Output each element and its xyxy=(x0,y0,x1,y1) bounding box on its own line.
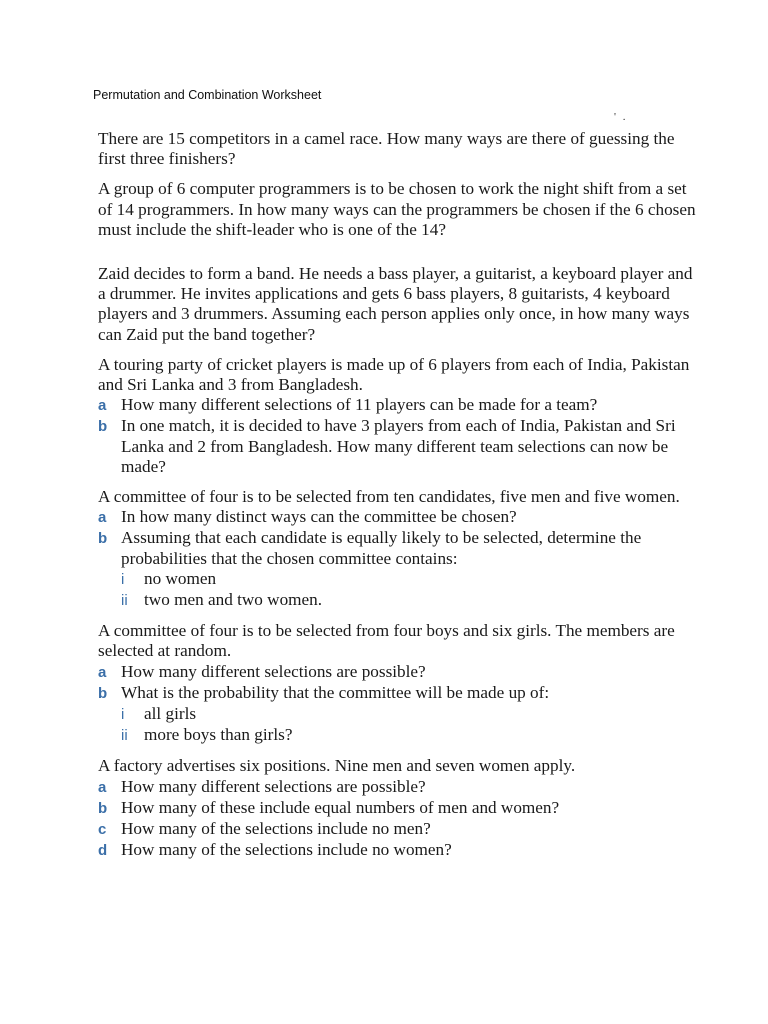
question-text: There are 15 competitors in a camel race. How many ways are there of guessing the first three finishers? xyxy=(98,129,675,169)
part-text: How many different selections are possible? xyxy=(121,776,426,796)
question-1 xyxy=(98,129,698,169)
question-text: A committee of four is to be selected from ten candidates, five men and five women. xyxy=(98,487,680,507)
subpart-i xyxy=(98,704,698,725)
part-a xyxy=(98,507,698,528)
part-label: b xyxy=(98,799,108,817)
subpart-ii xyxy=(98,725,698,746)
part-b xyxy=(98,798,698,819)
question-3 xyxy=(98,264,698,345)
question-6 xyxy=(98,621,698,746)
part-label: b xyxy=(98,530,108,548)
subpart-label: i xyxy=(121,570,125,588)
part-label: a xyxy=(98,397,107,415)
question-7 xyxy=(98,756,698,861)
part-label: a xyxy=(98,778,107,796)
part-text: How many of the selections include no men? xyxy=(121,819,431,839)
part-label: a xyxy=(98,663,107,681)
part-text: Assuming that each candidate is equally likely to be selected, determine the probabilities that the chosen committee contains: xyxy=(121,528,642,568)
stray-mark: ' . xyxy=(614,111,628,123)
question-5 xyxy=(98,487,698,611)
subpart-text: more boys than girls? xyxy=(144,725,293,745)
question-text: A touring party of cricket players is made up of 6 players from each of India, Pakistan and Sri Lanka and 3 from Bangladesh. xyxy=(98,354,690,395)
part-b xyxy=(98,416,698,477)
subpart-text: all girls xyxy=(144,704,197,724)
part-label: a xyxy=(98,509,107,527)
part-text: How many different selections of 11 players can be made for a team? xyxy=(121,395,598,415)
part-text: How many different selections are possible? xyxy=(121,661,426,681)
part-text: What is the probability that the committee will be made up of: xyxy=(121,682,550,702)
subpart-ii xyxy=(98,590,698,611)
part-label: d xyxy=(98,842,108,860)
part-label: b xyxy=(98,684,108,702)
part-c xyxy=(98,819,698,840)
part-text: How many of the selections include no women? xyxy=(121,840,452,860)
question-text: A factory advertises six positions. Nine men and seven women apply. xyxy=(98,756,576,776)
part-d xyxy=(98,840,698,861)
question-text: A group of 6 computer programmers is to be chosen to work the night shift from a set of 14 programmers. In how many ways can the programmers be chosen if the 6 chosen must include the shift-leader who is one of the 14? xyxy=(98,179,696,239)
question-2 xyxy=(98,179,698,240)
part-text: In one match, it is decided to have 3 players from each of India, Pakistan and Sri Lanka and 2 from Bangladesh. How many different team selections can now be made? xyxy=(121,416,676,476)
part-a xyxy=(98,395,698,416)
subpart-i xyxy=(98,569,698,590)
subpart-text: two men and two women. xyxy=(144,590,323,610)
question-text: A committee of four is to be selected from four boys and six girls. The members are selected at random. xyxy=(98,621,675,661)
part-label: b xyxy=(98,418,108,436)
part-text: How many of these include equal numbers of men and women? xyxy=(121,797,560,817)
question-text: Zaid decides to form a band. He needs a bass player, a guitarist, a keyboard player and a drummer. He invites applications and gets 6 bass players, 8 guitarists, 4 keyboard players and 3 drummers. Assuming each person applies only once, in how many ways can Zaid put the band together? xyxy=(98,264,693,344)
subpart-label: ii xyxy=(121,727,128,745)
part-a xyxy=(98,662,698,683)
subpart-label: ii xyxy=(121,592,128,610)
subpart-label: i xyxy=(121,706,125,724)
part-b xyxy=(98,528,698,568)
part-text: In how many distinct ways can the committee be chosen? xyxy=(121,507,517,527)
part-a xyxy=(98,777,698,798)
part-label: c xyxy=(98,821,107,839)
part-b xyxy=(98,683,698,704)
worksheet-title: Permutation and Combination Worksheet xyxy=(93,88,322,102)
subpart-text: no women xyxy=(144,568,217,588)
question-4 xyxy=(98,355,698,477)
question-list xyxy=(98,129,698,872)
